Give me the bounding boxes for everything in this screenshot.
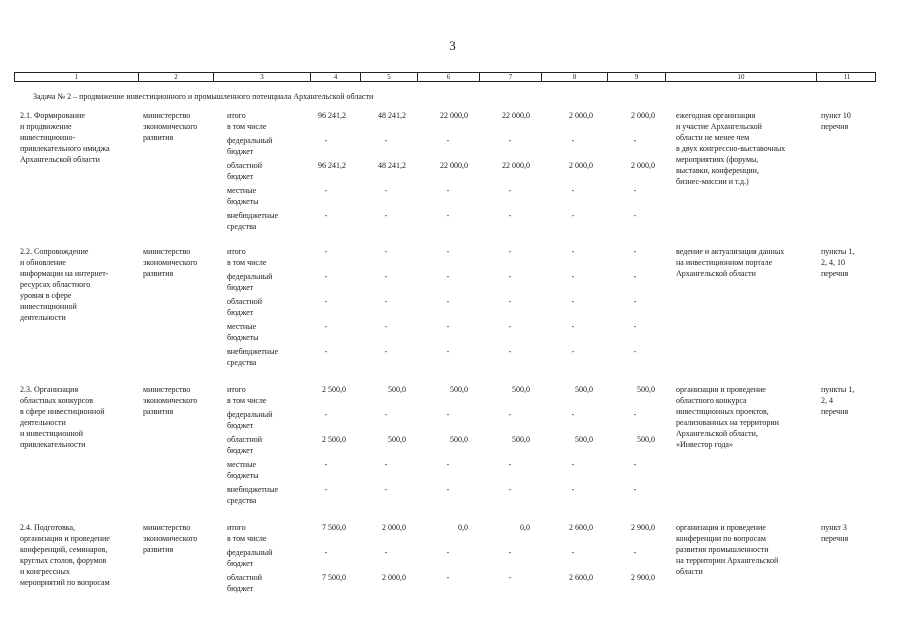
funding-value: - [384,410,388,419]
funding-source: областной бюджет [227,435,263,455]
funding-value: - [633,460,637,469]
funding-value: - [508,211,512,220]
funding-value: - [324,297,328,306]
funding-value: - [384,136,388,145]
funding-value: - [324,347,328,356]
header-col-8: 8 [541,73,607,81]
funding-value: 500,0 [388,435,406,444]
indicator-link: пункт 10 перечня [821,111,851,131]
funding-value: - [508,548,512,557]
funding-source: итого в том числе [227,385,267,405]
funding-value: - [571,247,575,256]
funding-value: - [324,272,328,281]
funding-value: - [633,186,637,195]
funding-value: 96 241,2 [318,161,346,170]
funding-value: - [384,548,388,557]
funding-source: местные бюджеты [227,322,259,342]
funding-value: - [324,548,328,557]
funding-value: - [446,322,450,331]
measure-name: 2.4. Подготовка, организация и проведение конференций, семинаров, круглых столов, форумов и конгрессных мероприятий по вопросам [20,523,110,587]
funding-value: 7 500,0 [322,573,346,582]
funding-value: 48 241,2 [378,161,406,170]
funding-source: областной бюджет [227,573,263,593]
funding-value: - [633,297,637,306]
funding-source: федеральный бюджет [227,272,273,292]
measure-executor: министерство экономического развития [143,385,198,416]
funding-value: - [324,485,328,494]
funding-value: - [446,136,450,145]
funding-value: - [446,347,450,356]
header-col-2: 2 [138,73,213,81]
funding-value: - [446,410,450,419]
funding-value: - [571,186,575,195]
funding-value: - [508,297,512,306]
funding-value: - [446,211,450,220]
funding-value: 2 600,0 [569,573,593,582]
measure-executor: министерство экономического развития [143,523,198,554]
funding-value: - [384,485,388,494]
funding-value: - [446,548,450,557]
funding-value: - [324,322,328,331]
funding-value: - [508,485,512,494]
funding-value: - [633,548,637,557]
funding-value: - [633,136,637,145]
funding-value: - [384,272,388,281]
funding-value: - [508,410,512,419]
funding-value: - [384,186,388,195]
funding-value: - [508,573,512,582]
funding-source: внебюджетные средства [227,211,278,231]
header-col-10: 10 [665,73,816,81]
funding-value: - [633,272,637,281]
expected-result: организация и проведение областного конкурса инвестиционных проектов, реализованных на территории Архангельской области, «Инвестор года» [676,385,779,449]
funding-value: 2 500,0 [322,435,346,444]
funding-value: 22 000,0 [440,161,468,170]
funding-value: - [633,485,637,494]
funding-value: - [384,297,388,306]
funding-value: 2 000,0 [631,161,655,170]
measure-name: 2.1. Формирование и продвижение инвестиционно- привлекательного имиджа Архангельской области [20,111,110,164]
expected-result: ведение и актуализация данных на инвестиционном портале Архангельской области [676,247,785,278]
header-col-11: 11 [816,73,877,81]
funding-value: - [633,211,637,220]
header-col-4: 4 [310,73,360,81]
funding-value: - [324,460,328,469]
page-number: 3 [449,38,456,53]
expected-result: ежегодная организация и участие Архангельской области не менее чем в двух конгрессно-выставочных мероприятиях (форумы, выставки, конференции, бизнес-миссии и т.д.) [676,111,786,186]
funding-value: - [571,548,575,557]
funding-value: 0,0 [520,523,530,532]
funding-value: - [571,410,575,419]
funding-value: 22 000,0 [502,111,530,120]
header-col-6: 6 [417,73,479,81]
funding-value: - [446,460,450,469]
funding-value: 500,0 [450,385,468,394]
funding-source: федеральный бюджет [227,136,273,156]
funding-value: - [571,460,575,469]
funding-value: - [571,272,575,281]
funding-value: 2 000,0 [569,111,593,120]
funding-value: - [446,485,450,494]
funding-source: внебюджетные средства [227,485,278,505]
header-col-5: 5 [360,73,417,81]
expected-result: организация и проведение конференции по вопросам развития промышленности на территории Архангельской области [676,523,779,576]
funding-value: - [571,347,575,356]
measure-executor: министерство экономического развития [143,247,198,278]
funding-value: - [324,211,328,220]
funding-value: - [633,247,637,256]
funding-value: - [633,347,637,356]
funding-value: - [633,410,637,419]
funding-value: 500,0 [637,385,655,394]
funding-value: - [446,186,450,195]
funding-value: - [324,186,328,195]
funding-source: внебюджетные средства [227,347,278,367]
funding-value: - [384,211,388,220]
funding-value: - [508,272,512,281]
funding-value: - [508,247,512,256]
funding-value: - [324,410,328,419]
funding-value: 500,0 [512,435,530,444]
header-col-3: 3 [213,73,310,81]
funding-value: 22 000,0 [440,111,468,120]
funding-source: местные бюджеты [227,186,259,206]
funding-value: 2 600,0 [569,523,593,532]
funding-value: - [508,186,512,195]
measure-name: 2.3. Организация областных конкурсов в сфере инвестиционной деятельности и инвестиционной привлекательности [20,385,105,449]
funding-value: - [571,136,575,145]
funding-source: итого в том числе [227,247,267,267]
column-number-header [14,72,876,82]
funding-value: 2 900,0 [631,523,655,532]
funding-source: местные бюджеты [227,460,259,480]
funding-value: - [571,322,575,331]
indicator-link: пункт 3 перечня [821,523,849,543]
funding-value: - [324,136,328,145]
funding-source: итого в том числе [227,111,267,131]
funding-value: 500,0 [575,435,593,444]
funding-value: - [384,247,388,256]
funding-value: 48 241,2 [378,111,406,120]
funding-value: 500,0 [450,435,468,444]
header-col-7: 7 [479,73,541,81]
funding-source: областной бюджет [227,297,263,317]
funding-value: - [384,460,388,469]
header-col-1: 1 [74,73,79,81]
funding-value: - [571,297,575,306]
funding-value: - [324,247,328,256]
funding-value: 2 000,0 [382,523,406,532]
measure-executor: министерство экономического развития [143,111,198,142]
measure-name: 2.2. Сопровождение и обновление информации на интернет- ресурсах областного уровня в сфере инвестиционной деятельности [20,247,109,322]
funding-value: - [508,460,512,469]
funding-value: - [571,211,575,220]
funding-source: федеральный бюджет [227,410,273,430]
funding-value: 2 000,0 [631,111,655,120]
funding-value: - [508,347,512,356]
funding-value: - [446,272,450,281]
funding-value: 7 500,0 [322,523,346,532]
header-col-9: 9 [607,73,665,81]
funding-value: - [571,485,575,494]
funding-value: - [446,247,450,256]
funding-value: 500,0 [512,385,530,394]
funding-value: 22 000,0 [502,161,530,170]
indicator-link: пункты 1, 2, 4 перечня [821,385,855,416]
funding-value: - [633,322,637,331]
funding-value: - [446,573,450,582]
funding-value: 500,0 [388,385,406,394]
funding-source: федеральный бюджет [227,548,273,568]
funding-value: - [384,347,388,356]
funding-value: 500,0 [575,385,593,394]
funding-source: областной бюджет [227,161,263,181]
funding-value: 2 000,0 [382,573,406,582]
indicator-link: пункты 1, 2, 4, 10 перечня [821,247,855,278]
funding-value: 2 000,0 [569,161,593,170]
funding-value: - [384,322,388,331]
funding-value: 500,0 [637,435,655,444]
funding-value: 96 241,2 [318,111,346,120]
funding-value: - [508,136,512,145]
funding-value: 2 900,0 [631,573,655,582]
funding-value: - [446,297,450,306]
funding-value: 0,0 [458,523,468,532]
task-title: Задача № 2 – продвижение инвестиционного и промышленного потенциала Архангельской области [33,92,374,101]
funding-value: - [508,322,512,331]
funding-value: 2 500,0 [322,385,346,394]
funding-source: итого в том числе [227,523,267,543]
